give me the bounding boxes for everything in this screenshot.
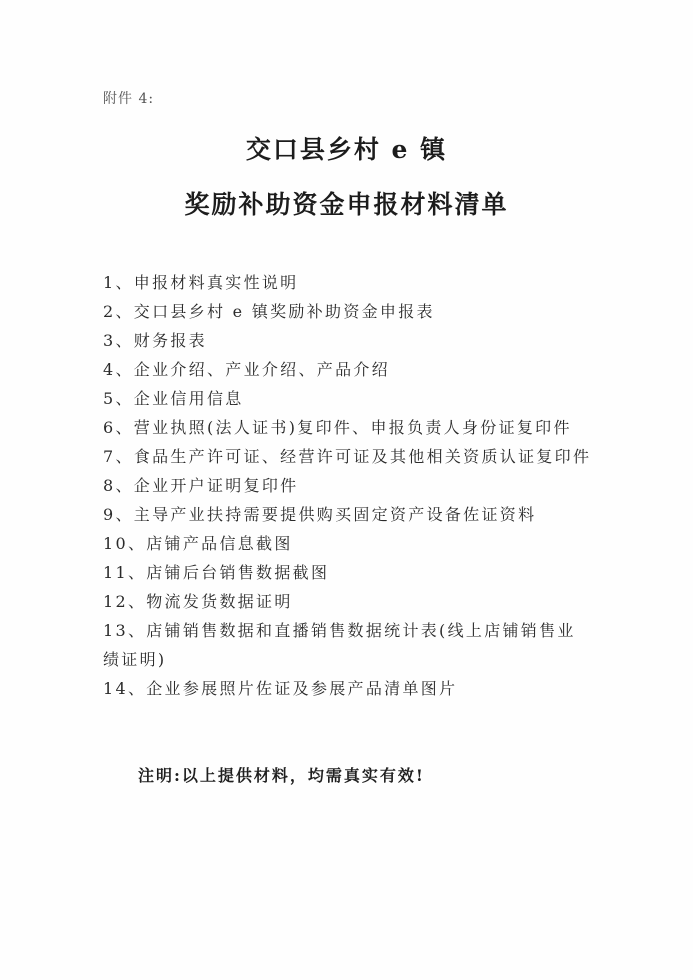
list-item: 1、申报材料真实性说明 <box>103 273 299 292</box>
materials-list <box>103 268 593 703</box>
note-text: 注明:以上提供材料，均需真实有效! <box>138 766 425 785</box>
list-item: 4、企业介绍、产业介绍、产品介绍 <box>103 360 390 379</box>
document-title-line-2: 奖励补助资金申报材料清单 <box>184 190 509 219</box>
list-item: 12、物流发货数据证明 <box>103 592 293 611</box>
list-item: 14、企业参展照片佐证及参展产品清单图片 <box>103 679 458 698</box>
list-item: 9、主导产业扶持需要提供购买固定资产设备佐证资料 <box>103 505 537 524</box>
list-item: 3、财务报表 <box>103 331 207 350</box>
list-item: 5、企业信用信息 <box>103 389 244 408</box>
list-item: 6、营业执照(法人证书)复印件、申报负责人身份证复印件 <box>103 418 572 437</box>
list-item: 10、店铺产品信息截图 <box>103 534 293 553</box>
list-item: 7、食品生产许可证、经营许可证及其他相关资质认证复印件 <box>103 447 592 466</box>
list-item: 2、交口县乡村 e 镇奖励补助资金申报表 <box>103 302 435 321</box>
list-item: 13、店铺销售数据和直播销售数据统计表(线上店铺销售业绩证明) <box>103 621 576 669</box>
attachment-label: 附件 4: <box>103 91 155 107</box>
document-title-line-1: 交口县乡村 e 镇 <box>245 135 448 164</box>
list-item: 8、企业开户证明复印件 <box>103 476 299 495</box>
list-item: 11、店铺后台销售数据截图 <box>103 563 330 582</box>
